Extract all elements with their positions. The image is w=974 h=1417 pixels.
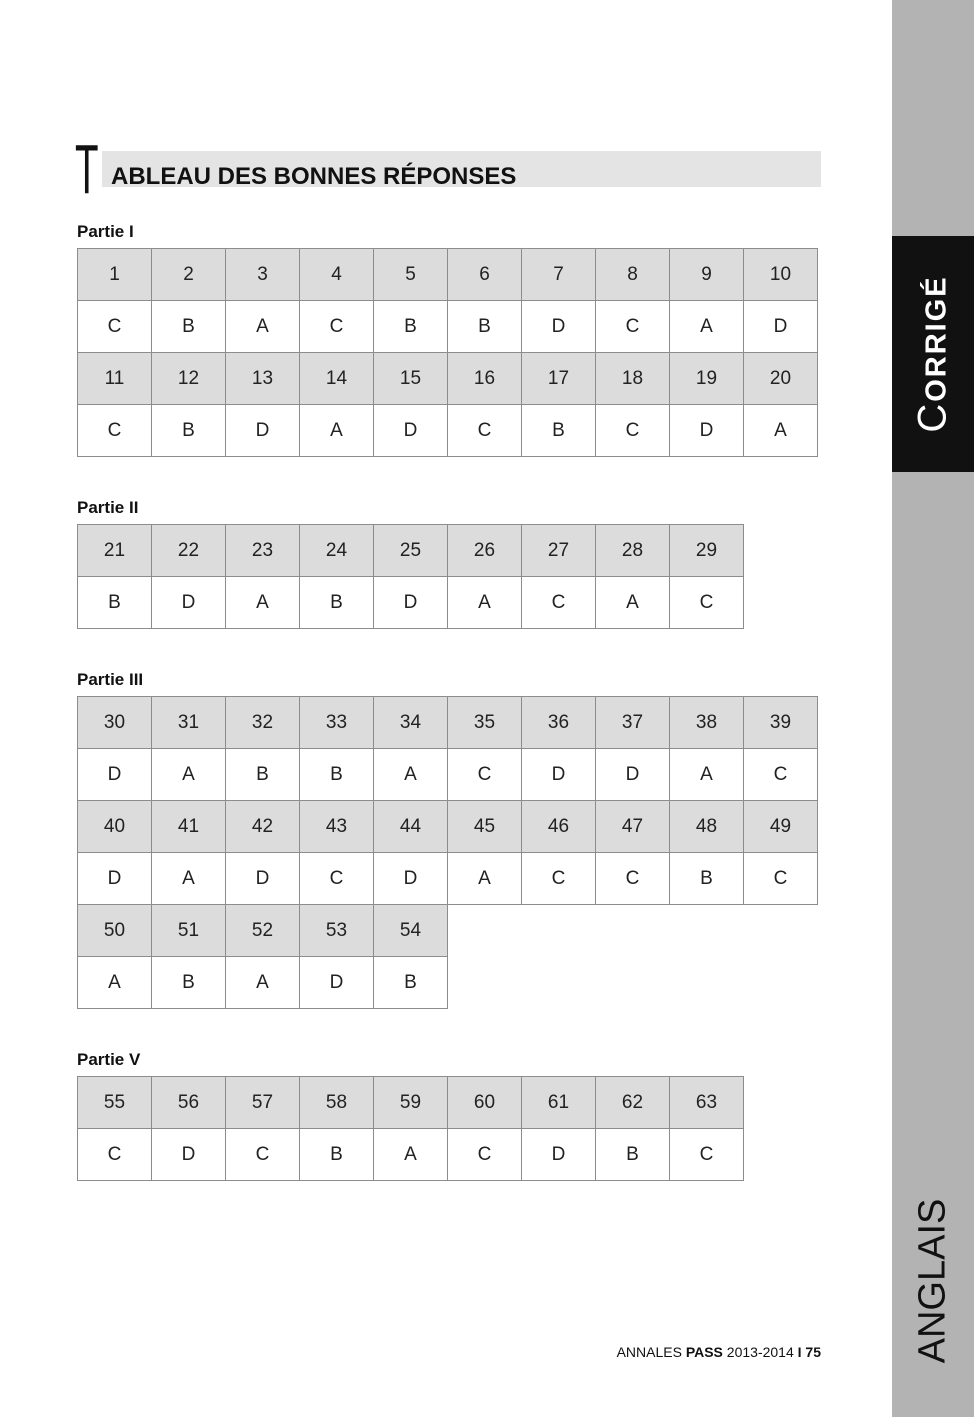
question-number: 12 [152, 353, 226, 405]
question-number: 28 [596, 525, 670, 577]
footer-years: 2013-2014 [722, 1344, 798, 1360]
question-number: 37 [596, 697, 670, 749]
question-number: 43 [300, 801, 374, 853]
question-number: 39 [744, 697, 818, 749]
question-number: 59 [374, 1077, 448, 1129]
question-number: 41 [152, 801, 226, 853]
number-row [78, 697, 818, 749]
answer-cell: B [152, 301, 226, 353]
answer-cell: A [226, 957, 300, 1009]
question-number: 52 [226, 905, 300, 957]
answer-cell: B [300, 1129, 374, 1181]
answer-cell: C [78, 405, 152, 457]
answer-cell: C [744, 749, 818, 801]
question-number: 1 [78, 249, 152, 301]
number-row [78, 801, 818, 853]
answer-row [78, 301, 818, 353]
answer-table-part-2 [77, 524, 744, 629]
question-number: 57 [226, 1077, 300, 1129]
answer-cell: D [300, 957, 374, 1009]
answer-cell: D [596, 749, 670, 801]
answer-cell: D [78, 853, 152, 905]
section-label [911, 275, 956, 432]
answer-row [78, 1129, 744, 1181]
answer-cell: A [596, 577, 670, 629]
number-row [78, 525, 744, 577]
answer-cell: D [374, 853, 448, 905]
answer-cell: A [226, 577, 300, 629]
answer-cell: A [226, 301, 300, 353]
question-number: 4 [300, 249, 374, 301]
answer-cell: A [152, 853, 226, 905]
answer-row [78, 853, 818, 905]
question-number: 3 [226, 249, 300, 301]
question-number: 60 [448, 1077, 522, 1129]
question-number: 26 [448, 525, 522, 577]
question-number: 18 [596, 353, 670, 405]
part-label: Partie II [77, 498, 139, 517]
question-number: 6 [448, 249, 522, 301]
answer-cell: B [78, 577, 152, 629]
page-number: 75 [801, 1344, 821, 1360]
question-number: 34 [374, 697, 448, 749]
part-label: Partie III [77, 670, 144, 689]
question-number: 54 [374, 905, 448, 957]
answer-cell: D [374, 405, 448, 457]
answer-cell: D [78, 749, 152, 801]
answer-cell: B [300, 749, 374, 801]
answer-cell: C [448, 405, 522, 457]
answer-cell: C [522, 577, 596, 629]
question-number: 8 [596, 249, 670, 301]
answer-cell: B [374, 957, 448, 1009]
question-number: 13 [226, 353, 300, 405]
answer-cell: B [226, 749, 300, 801]
answer-cell: B [152, 405, 226, 457]
answer-cell: D [152, 1129, 226, 1181]
section-rest: ORRIGÉ [920, 275, 953, 402]
page-title: ABLEAU DES BONNES RÉPONSES [111, 163, 517, 190]
question-number: 29 [670, 525, 744, 577]
answer-table-part-1 [77, 248, 818, 457]
answer-cell: D [226, 853, 300, 905]
answer-cell: D [522, 749, 596, 801]
answer-cell: C [78, 1129, 152, 1181]
question-number: 46 [522, 801, 596, 853]
number-row [78, 249, 818, 301]
answer-cell: A [300, 405, 374, 457]
question-number: 49 [744, 801, 818, 853]
question-number: 61 [522, 1077, 596, 1129]
answer-table-part-3-continued [77, 904, 448, 1009]
question-number: 10 [744, 249, 818, 301]
question-number: 36 [522, 697, 596, 749]
part-label: Partie V [77, 1050, 141, 1069]
answer-cell: B [448, 301, 522, 353]
answer-cell: B [670, 853, 744, 905]
answer-cell: C [744, 853, 818, 905]
question-number: 17 [522, 353, 596, 405]
answer-cell: C [300, 853, 374, 905]
answer-row [78, 577, 744, 629]
question-number: 9 [670, 249, 744, 301]
answer-cell: D [744, 301, 818, 353]
question-number: 58 [300, 1077, 374, 1129]
answer-cell: C [596, 853, 670, 905]
question-number: 31 [152, 697, 226, 749]
question-number: 35 [448, 697, 522, 749]
question-number: 19 [670, 353, 744, 405]
question-number: 7 [522, 249, 596, 301]
answer-cell: C [596, 405, 670, 457]
subject-label: ANGLAIS [911, 1198, 954, 1364]
number-row [78, 1077, 744, 1129]
answer-cell: D [226, 405, 300, 457]
answer-cell: A [744, 405, 818, 457]
question-number: 38 [670, 697, 744, 749]
answer-cell: A [374, 1129, 448, 1181]
section-initial: C [910, 401, 955, 433]
question-number: 21 [78, 525, 152, 577]
question-number: 30 [78, 697, 152, 749]
answer-cell: C [300, 301, 374, 353]
answer-row [78, 749, 818, 801]
question-number: 53 [300, 905, 374, 957]
question-number: 20 [744, 353, 818, 405]
footer-separator: I [797, 1344, 802, 1360]
answer-cell: A [448, 853, 522, 905]
answer-cell: A [152, 749, 226, 801]
footer-brand: PASS [685, 1344, 723, 1360]
question-number: 22 [152, 525, 226, 577]
question-number: 23 [226, 525, 300, 577]
answer-cell: A [670, 301, 744, 353]
answer-cell: C [448, 749, 522, 801]
answer-cell: B [522, 405, 596, 457]
answer-table-part-5 [77, 1076, 744, 1181]
title-initial: T [75, 130, 99, 208]
question-number: 15 [374, 353, 448, 405]
answer-row [78, 957, 448, 1009]
question-number: 55 [78, 1077, 152, 1129]
footer-prefix: ANNALES [616, 1344, 686, 1360]
question-number: 47 [596, 801, 670, 853]
answer-cell: D [152, 577, 226, 629]
answer-cell: D [522, 1129, 596, 1181]
answer-cell: B [374, 301, 448, 353]
question-number: 62 [596, 1077, 670, 1129]
answer-cell: D [522, 301, 596, 353]
question-number: 33 [300, 697, 374, 749]
answer-cell: B [152, 957, 226, 1009]
question-number: 2 [152, 249, 226, 301]
question-number: 16 [448, 353, 522, 405]
part-label: Partie I [77, 222, 134, 241]
answer-cell: C [226, 1129, 300, 1181]
answer-cell: C [78, 301, 152, 353]
question-number: 40 [78, 801, 152, 853]
answer-cell: D [670, 405, 744, 457]
question-number: 11 [78, 353, 152, 405]
question-number: 42 [226, 801, 300, 853]
question-number: 25 [374, 525, 448, 577]
answer-table-part-3 [77, 696, 818, 905]
answer-cell: A [78, 957, 152, 1009]
answer-cell: A [448, 577, 522, 629]
number-row [78, 353, 818, 405]
answer-cell: A [374, 749, 448, 801]
question-number: 63 [670, 1077, 744, 1129]
answer-row [78, 405, 818, 457]
number-row [78, 905, 448, 957]
question-number: 51 [152, 905, 226, 957]
answer-cell: B [596, 1129, 670, 1181]
answer-cell: D [374, 577, 448, 629]
question-number: 27 [522, 525, 596, 577]
question-number: 5 [374, 249, 448, 301]
question-number: 44 [374, 801, 448, 853]
answer-cell: A [670, 749, 744, 801]
question-number: 48 [670, 801, 744, 853]
answer-cell: C [448, 1129, 522, 1181]
answer-cell: C [670, 577, 744, 629]
question-number: 45 [448, 801, 522, 853]
question-number: 56 [152, 1077, 226, 1129]
answer-cell: B [300, 577, 374, 629]
answer-cell: C [596, 301, 670, 353]
question-number: 32 [226, 697, 300, 749]
page-footer [617, 1344, 821, 1360]
question-number: 50 [78, 905, 152, 957]
question-number: 24 [300, 525, 374, 577]
question-number: 14 [300, 353, 374, 405]
answer-cell: C [522, 853, 596, 905]
answer-cell: C [670, 1129, 744, 1181]
